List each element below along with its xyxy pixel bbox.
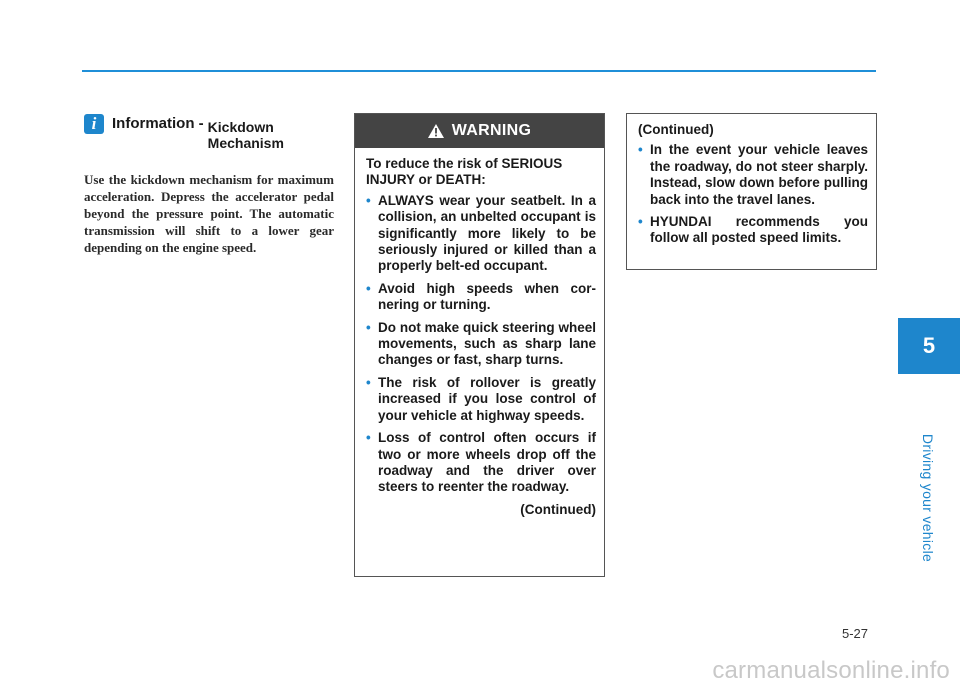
continued-item: • In the event your vehicle leaves the roadway, do not steer sharply. Instead, slow down before pulling back into the travel lanes. <box>638 142 868 208</box>
warning-continued: (Continued) <box>520 501 596 517</box>
info-heading <box>84 114 318 151</box>
warning-content <box>355 148 604 518</box>
warning-item: • Do not make quick steering wheel movements, such as sharp lane changes or fast, sharp turns. <box>366 320 596 369</box>
warning-box <box>354 113 605 577</box>
page-number: 5-27 <box>841 626 868 641</box>
info-body: Use the kickdown mechanism for maximum acceleration. Depress the accelerator pedal beyond the pressure point. The automatic transmission will shift to a lower gear depending on the engine speed. <box>84 172 334 255</box>
warning-item: • The risk of rollover is greatly increased if you lose control of your vehicle at highway speeds. <box>366 375 596 424</box>
warning-item: • ALWAYS wear your seatbelt. In a collision, an unbelted occupant is significantly more likely to be seriously injured or killed than a properly belt-ed occupant. <box>366 193 596 275</box>
continued-box <box>626 113 877 270</box>
continued-list <box>638 142 868 246</box>
info-prefix: Information - <box>112 115 204 132</box>
warning-item: • Avoid high speeds when cor-nering or turning. <box>366 281 596 314</box>
chapter-number-tab <box>898 318 960 374</box>
warning-title: WARNING <box>451 122 532 139</box>
warning-item: • Loss of control often occurs if two or more wheels drop off the roadway and the driver over steers to reenter the roadway. <box>366 430 596 496</box>
header-rule <box>82 70 876 72</box>
warning-list <box>366 193 596 496</box>
warning-triangle-icon <box>428 124 444 138</box>
warning-header <box>355 114 604 148</box>
info-topic: Kickdown Mechanism <box>207 119 284 151</box>
info-icon: i <box>84 114 104 134</box>
watermark-text: carmanualsonline.info <box>712 657 950 684</box>
warning-intro: To reduce the risk of SERIOUS INJURY or DEATH: <box>366 156 563 188</box>
continued-item: • HYUNDAI recommends you follow all posted speed limits. <box>638 214 868 247</box>
continued-label: (Continued) <box>638 122 714 137</box>
chapter-number: 5 <box>922 333 936 358</box>
chapter-title: Driving your vehicle <box>920 433 936 563</box>
